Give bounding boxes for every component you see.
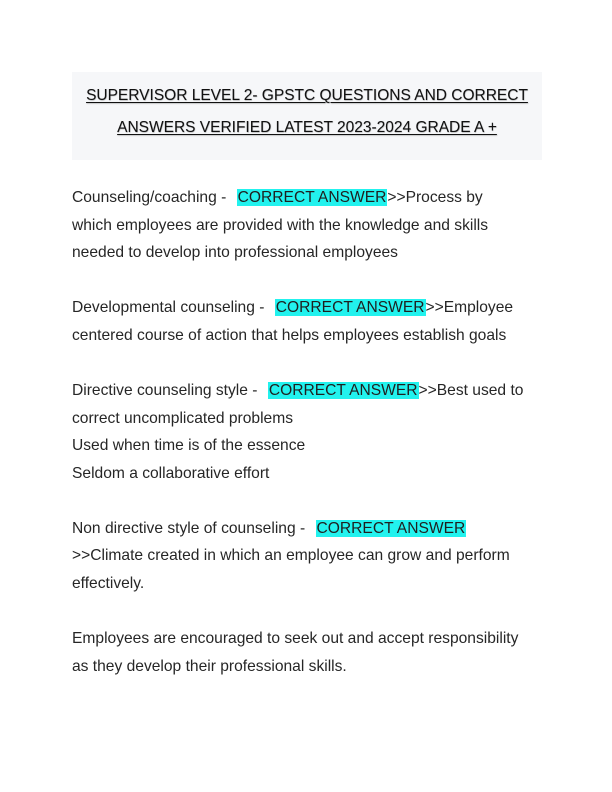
qa-content (72, 184, 552, 708)
paragraph (72, 625, 552, 680)
correct-answer-marker: CORRECT ANSWER (237, 189, 387, 206)
qa-answer-line: needed to develop into professional employees (72, 244, 398, 262)
qa-item (72, 184, 552, 267)
paragraph-line: Employees are encouraged to seek out and accept responsibility (72, 630, 519, 648)
qa-answer-line: Used when time is of the essence (72, 437, 306, 455)
qa-first-line (72, 515, 552, 543)
qa-answer-line: >>Climate created in which an employee can grow and perform (72, 547, 510, 565)
qa-first-line (72, 294, 552, 322)
qa-term: Developmental counseling - (72, 299, 269, 317)
qa-answer-start: >>Process by (387, 189, 483, 206)
qa-item (72, 294, 552, 349)
document-title-line-1: SUPERVISOR LEVEL 2- GPSTC QUESTIONS AND CORRECT (86, 87, 528, 104)
qa-first-line (72, 377, 552, 405)
qa-item (72, 515, 552, 598)
qa-answer-line: effectively. (72, 575, 145, 593)
qa-answer-line: centered course of action that helps employees establish goals (72, 326, 507, 344)
qa-answer-line: Seldom a collaborative effort (72, 464, 270, 482)
qa-term: Non directive style of counseling - (72, 519, 310, 537)
title-banner (72, 72, 542, 160)
paragraph-line: as they develop their professional skills. (72, 657, 347, 675)
qa-answer-line: correct uncomplicated problems (72, 409, 294, 427)
qa-item (72, 377, 552, 487)
qa-term: Counseling/coaching - (72, 189, 231, 206)
document-title-line-2: ANSWERS VERIFIED LATEST 2023-2024 GRADE A + (117, 119, 497, 136)
correct-answer-marker: CORRECT ANSWER (268, 381, 418, 399)
correct-answer-marker: CORRECT ANSWER (275, 299, 425, 317)
qa-first-line (72, 184, 552, 212)
correct-answer-marker: CORRECT ANSWER (316, 519, 466, 537)
qa-answer-line: which employees are provided with the knowledge and skills (72, 216, 489, 234)
qa-answer-start: >>Best used to (418, 381, 524, 399)
qa-term: Directive counseling style - (72, 381, 262, 399)
qa-answer-start: >>Employee (425, 299, 514, 317)
